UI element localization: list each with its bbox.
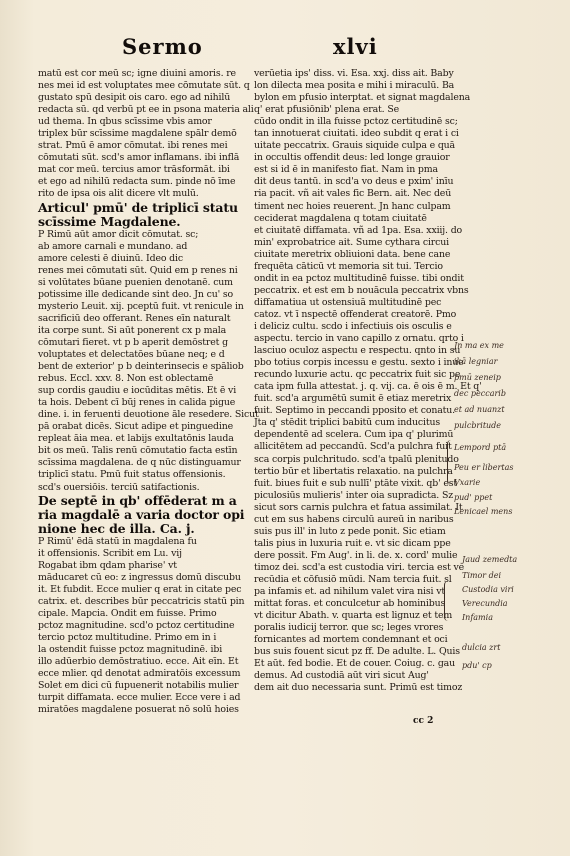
text-line: sup cordis gaudiu e iocūditas mētis. Et ē vi (38, 385, 237, 397)
text-line: triplex būr scīssime magdalene spālr demō (38, 128, 237, 140)
marginal-note: Verecundia (462, 599, 508, 608)
text-line: fuit. scd'a argumētū sumit ē etiaz meretrix (254, 393, 452, 405)
marginal-note: Lenicael mens (454, 507, 513, 516)
text-line: dem ait duo necessaria sunt. Primū est timoz (254, 682, 463, 694)
marginal-note: Jn ma ex me (454, 341, 504, 350)
text-line: timent nec hoies reuerent. Jn hanc culpam (254, 200, 451, 212)
chapter-heading: Articul' pmū' de triplicī statu (38, 199, 238, 215)
marginal-note: pulcbritude (454, 421, 502, 430)
text-line: ria pacit. vñ ait vales fic Bern. ait. Nec deū (254, 188, 452, 200)
folio-number: xlvi (333, 34, 378, 59)
text-line: catoz. vt ī nspectē offenderat creatorē. Pmo (254, 308, 457, 320)
marginal-note: Peu er libertas (454, 463, 514, 472)
text-line: cōmutati sūt. scd's amor inflamans. ibi inflā (38, 152, 240, 164)
text-line: pā orabat dicēs. Sicut adipe et pinguedine (38, 421, 233, 433)
text-line: scd's ouersiōis. terciū satifactionis. (38, 481, 200, 493)
marginal-note: ikā legniar (454, 357, 498, 366)
text-line: timoz dei. scd'a est custodia viri. tercia est ve (254, 561, 465, 573)
text-line: cōmutari fieret. vt p b aperit demōstret g (38, 336, 228, 348)
text-line: ta hois. Debent cī būj renes in calida pigue (38, 397, 236, 409)
text-line: bylon em pfusio interptat. et signat magdalena (254, 92, 471, 104)
text-line: dependentē ad scelera. Cum ipa q' plurimū (254, 429, 454, 441)
text-line: matū est cor meū sc; igne diuini amoris. re (38, 68, 236, 79)
text-line: pa infamis et. ad nihilum valet vira nisi vt (254, 586, 445, 598)
text-line: piculosiūs mulieris' inter oia supradicta. Sz (254, 489, 454, 501)
running-head-sermo: Sermo (122, 34, 203, 59)
text-line: nes mei id est voluptates mee cōmutate sūt. q (38, 80, 250, 92)
text-line: sca corpis pulchritudo. scd'a tpalū plenitudo (254, 453, 459, 465)
marginal-note: Jaud zemedta (462, 555, 518, 564)
text-line: i deliciz cultu. scdo i infectiuis ois osculis e (254, 320, 452, 332)
text-line: rito de ipsa ois alit dicere vlt mulū. (38, 188, 199, 200)
text-line: demus. Ad custodiā aūt viri sicut Aug' (254, 670, 429, 682)
marginal-note: pmū zeneip (454, 373, 501, 382)
chapter-heading: scīssime Magdalene. (38, 213, 181, 229)
text-line: dere possit. Fm Aug'. in li. de. x. cord' mulie (254, 549, 458, 561)
text-line: in occultis offendit deus: led longe grauior (254, 152, 450, 164)
text-line: tan innotuerat ciuitati. ideo subdit q erat i ci (254, 128, 459, 140)
text-line: cipale. Mapcia. Ondit em fuisse. Primo (38, 607, 217, 619)
text-line: it. Et fubdit. Ecce mulier q erat in citate pec (38, 583, 242, 595)
signature-mark: cc 2 (413, 716, 434, 726)
chapter-heading: De septē in qb' offēderat m a (38, 492, 237, 508)
text-line: turpit diffamata. ecce mulier. Ecce vere i ad (38, 692, 241, 704)
text-line: suis pus ill' in luto z pede ponit. Sic etiam (254, 525, 446, 537)
text-line: fuit. Septimo in peccandi pposito et conatu. (254, 405, 456, 417)
marginal-note: et ad nuanzt (454, 405, 505, 414)
text-line: uitate peccatrix. Grauis siquide culpa e quā (254, 140, 456, 152)
text-line: verūetia ips' diss. vi. Esa. xxj. diss ait. Baby (254, 68, 454, 79)
marginal-note: pud' ppet (454, 493, 493, 502)
text-line: scīssima magdalena. de q nūc distinguamur (38, 457, 241, 469)
text-line: recūdia et cōfusiō mūdi. Nam tercia fuit. sl (254, 573, 452, 585)
text-line: mysterio Leuit. xij. pceptū fuit. vt renicule in (38, 300, 244, 312)
marginal-note: dec peccarib (454, 389, 506, 398)
text-line: ab amore carnali e mundano. ad (38, 240, 188, 252)
text-line: ceciderat magdalena q totam ciuitatē (254, 212, 427, 224)
text-line: pbo totius corpis incessu e gestu. sexto i inue (254, 357, 464, 369)
text-line: Rogabat ibm qdam pharise' vt (38, 559, 177, 571)
text-line: amore celesti ē diuinū. Ideo dic (38, 252, 183, 264)
text-line: repleat āia mea. et labijs exultatōnis lauda (38, 433, 234, 445)
text-line: lasciuo oculoz aspectu e respectu. qnto in su (254, 345, 461, 357)
text-line: redacta sū. qd verbū pt ee in psona materia ali (38, 104, 254, 116)
text-line: catrix. et. describes būr peccatricis statū pin (38, 595, 245, 607)
text-line: triplicī statu. Pmū fuit status offensionis. (38, 469, 226, 481)
text-line: P Rimū' ēdā statū in magdalena fu (38, 535, 197, 547)
text-line: vt dicitur Abath. v. quarta est lignuz et tem (254, 610, 453, 622)
text-line: ecce mlier. qd denotat admiratōis excessum (38, 668, 241, 680)
chapter-heading: ria magdalē a varia doctor opi (38, 506, 245, 522)
text-line: renes mei cōmutati sūt. Quid em p renes ni (38, 264, 238, 276)
marginal-note: Vxarie (454, 478, 481, 487)
text-line: lon dilecta mea posita e mihi i miraculū. Ba (254, 80, 455, 92)
text-line: ita corpe sunt. Si aūt ponerent cx p mala (38, 324, 227, 336)
text-line: talis pius in luxuria ruit e. vt sic dicam ppe (254, 537, 451, 549)
text-line: ciuitate meretrix obliuioni data. bene cane (254, 248, 451, 260)
text-line: dit deus tantū. in scd'a vo deus e pxim' inīu (254, 176, 454, 188)
text-line: mittat foras. et conculcetur ab hominibus (254, 598, 446, 610)
text-line: māducaret cū eo: z ingressus domū discubu (38, 571, 241, 583)
text-line: aspectu. tercio in vano capillo z ornatu. qrto i (254, 333, 464, 345)
text-line: min' exprobatrice ait. Sume cythara circui (254, 236, 449, 248)
text-line: potissime ille dedicande sint deo. Jn cu' so (38, 288, 233, 300)
text-line: rebus. Eccl. xxv. 8. Non est oblectamē (38, 373, 214, 385)
text-line: dine. i. in feruenti deuotione āle resedere. Sicut (38, 409, 259, 421)
text-line: poralis iudicij terror. que sc; leges vrores (254, 622, 444, 634)
text-line: est si id ē in manifesto fiat. Nam in pma (254, 164, 438, 176)
handwritten-marginalia (448, 300, 570, 720)
text-line: miratōes magdalene posuerat nō solū hoies (38, 704, 239, 716)
text-line: sicut sors carnis pulchra et fatua assimilat. It (254, 501, 463, 513)
text-line: bit os meū. Talis renū cōmutatio facta estīn (38, 445, 238, 457)
text-line: bent de exterior' p b deinterinsecis e spāliob (38, 361, 244, 373)
text-line: tertio būr et libertatis relaxatio. na pulchra (254, 465, 453, 477)
marginal-note: dulcia zrt (462, 643, 501, 652)
text-line: fuit. biues fuit e sub nullī' ptāte vixit. qb' est (254, 477, 457, 489)
left-text-column (38, 68, 259, 716)
marginal-note: Lempord ptā (454, 443, 507, 452)
text-line: ud thema. In qbus scīssime vbis amor (38, 116, 212, 128)
text-line: P Rimū aūt amor dicit cōmutat. sc; (38, 228, 199, 240)
text-line: voluptates et delectatōes būane neq; e d (38, 348, 225, 360)
text-line: cūdo ondit in illa fuisse pctoz certitudinē sc; (254, 116, 458, 128)
text-line: et ego ad nihilū redacta sum. pinde nō īme (38, 176, 236, 188)
text-line: diffamatiua ut ostensiuā multitudinē pec (254, 296, 442, 308)
text-line: gustato spū desipit ois caro. ego ad nihilū (38, 92, 231, 104)
marginalia-scribbles (448, 300, 570, 720)
marginal-note: Infamia (462, 613, 493, 622)
text-line: si volūtates būane puenien denotanē. cum (38, 276, 233, 288)
text-line: it offensionis. Scribit em Lu. vij (38, 547, 182, 559)
text-line: recundo luxurie actu. qc peccatrix fuit sic pe (254, 369, 461, 381)
text-line: cata ipm fulla attestat. j. q. vij. ca. ē ois ē m. Et q' (254, 381, 482, 393)
text-line: Et aūt. fed bodie. Et de couer. Coiug. c. gau (254, 658, 456, 670)
marginal-note: pdu' cp (462, 661, 492, 670)
text-line: frequēta cāticū vt memoria sit tui. Tercio (254, 260, 443, 272)
text-line: fornicantes ad mortem condemnant et oci (254, 634, 448, 646)
text-line: Jta q' stēdit triplici babitū cum inducitus (254, 417, 441, 429)
text-line: ondit in ea pctoz multitudinē fuisse. tibi ondit (254, 272, 464, 284)
text-line: strat. Pmū ē amor cōmutat. ibi renes mei (38, 140, 228, 152)
text-line: q' erat pfusiōnib' plena erat. Se (254, 104, 400, 116)
text-line: pctoz magnitudine. scd'o pctoz certitudine (38, 619, 235, 631)
marginal-note: Custodia viri (462, 585, 514, 594)
text-line: sacrificiū deo offerant. Renes eīn naturalt (38, 312, 231, 324)
text-line: allicitētem ad peccandū. Scd'a pulchra fuit (254, 441, 452, 453)
text-line: cut em sus habens circulū aureū in naribus (254, 513, 454, 525)
marginal-note: Timor dei (462, 571, 502, 580)
text-line: peccatrix. et est em b nouācula peccatrix vbns (254, 284, 469, 296)
text-line: mat cor meū. tercius amor trāsformāt. ibi (38, 164, 230, 176)
text-line: illo adūerbio demōstratiuo. ecce. Ait eīn. Et (38, 656, 239, 668)
text-line: et ciuitatē diffamata. vñ ad 1pa. Esa. xxiij. do (254, 224, 463, 236)
text-line: tercio pctoz multitudine. Primo em in i (38, 631, 217, 643)
text-line: la ostendit fuisse pctoz magnitudinē. ibi (38, 643, 223, 655)
text-line: bus suis fouent sicut pz ff. De adulte. L. Quis (254, 646, 460, 658)
text-line: Solet em dici cū fupuenerit notabilis mulier (38, 680, 239, 692)
chapter-heading: nione hec de illa. Ca. j. (38, 520, 195, 536)
